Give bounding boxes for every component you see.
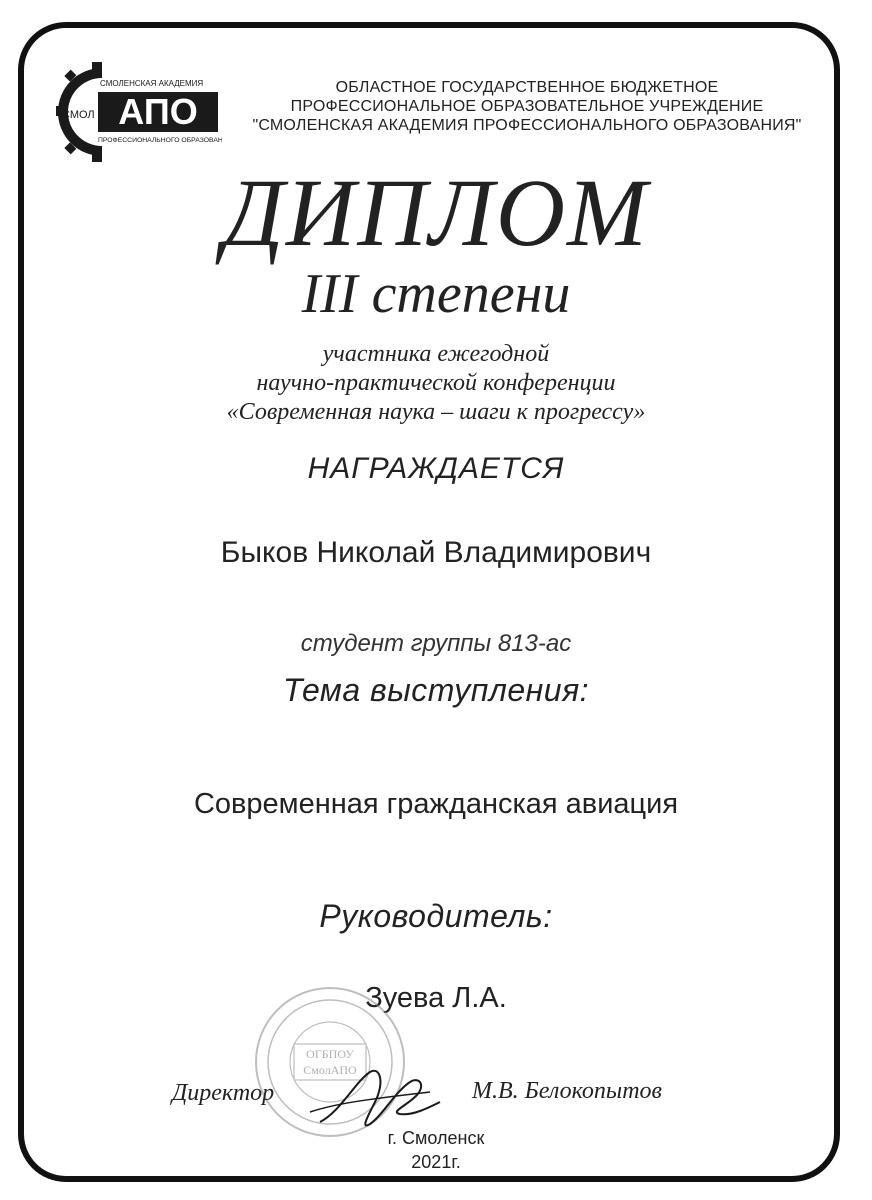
institution-line-1: ОБЛАСТНОЕ ГОСУДАРСТВЕННОЕ БЮДЖЕТНОЕ [335, 79, 719, 96]
recipient-name: Быков Николай Владимирович [220, 536, 652, 569]
subtitle-line-3: «Современная наука – шаги к прогрессу» [226, 399, 646, 425]
subtitle-line-1: участника ежегодной [322, 341, 550, 367]
diploma-title: ДИПЛОМ [222, 159, 650, 266]
supervisor-label: Руководитель: [319, 898, 553, 934]
institution-line-3: "СМОЛЕНСКАЯ АКАДЕМИЯ ПРОФЕССИОНАЛЬНОГО ОБРАЗОВАНИЯ" [252, 117, 802, 134]
topic-label: Тема выступления: [282, 672, 590, 708]
director-label: Директор [172, 1080, 275, 1106]
institution-header [222, 78, 832, 135]
awarded-heading: НАГРАЖДАЕТСЯ [307, 452, 565, 485]
logo-big-text: АПО [118, 91, 198, 132]
logo-top-text: СМОЛЕНСКАЯ АКАДЕМИЯ [100, 79, 204, 88]
issue-year: 2021г. [411, 1152, 461, 1172]
logo-small-text: СМОЛ [62, 109, 95, 121]
supervisor-name: Зуева Л.А. [365, 982, 507, 1014]
subtitle-line-2: научно-практической конференции [256, 370, 616, 396]
student-group: студент группы 813-ас [300, 630, 572, 657]
stamp-text-1: ОГБПОУ [306, 1047, 354, 1061]
director-name: М.В. Белокопытов [472, 1078, 662, 1104]
logo-bottom-text: ПРОФЕССИОНАЛЬНОГО ОБРАЗОВАНИЯ [98, 137, 222, 144]
issue-city: г. Смоленск [387, 1128, 485, 1148]
academy-logo [52, 60, 222, 165]
conference-description [0, 340, 872, 427]
stamp-text-2: СмолАПО [303, 1063, 357, 1077]
diploma-degree: III степени [301, 263, 571, 325]
institution-line-2: ПРОФЕССИОНАЛЬНОЕ ОБРАЗОВАТЕЛЬНОЕ УЧРЕЖДЕНИЕ [290, 98, 764, 115]
topic-title: Современная гражданская авиация [193, 788, 679, 820]
